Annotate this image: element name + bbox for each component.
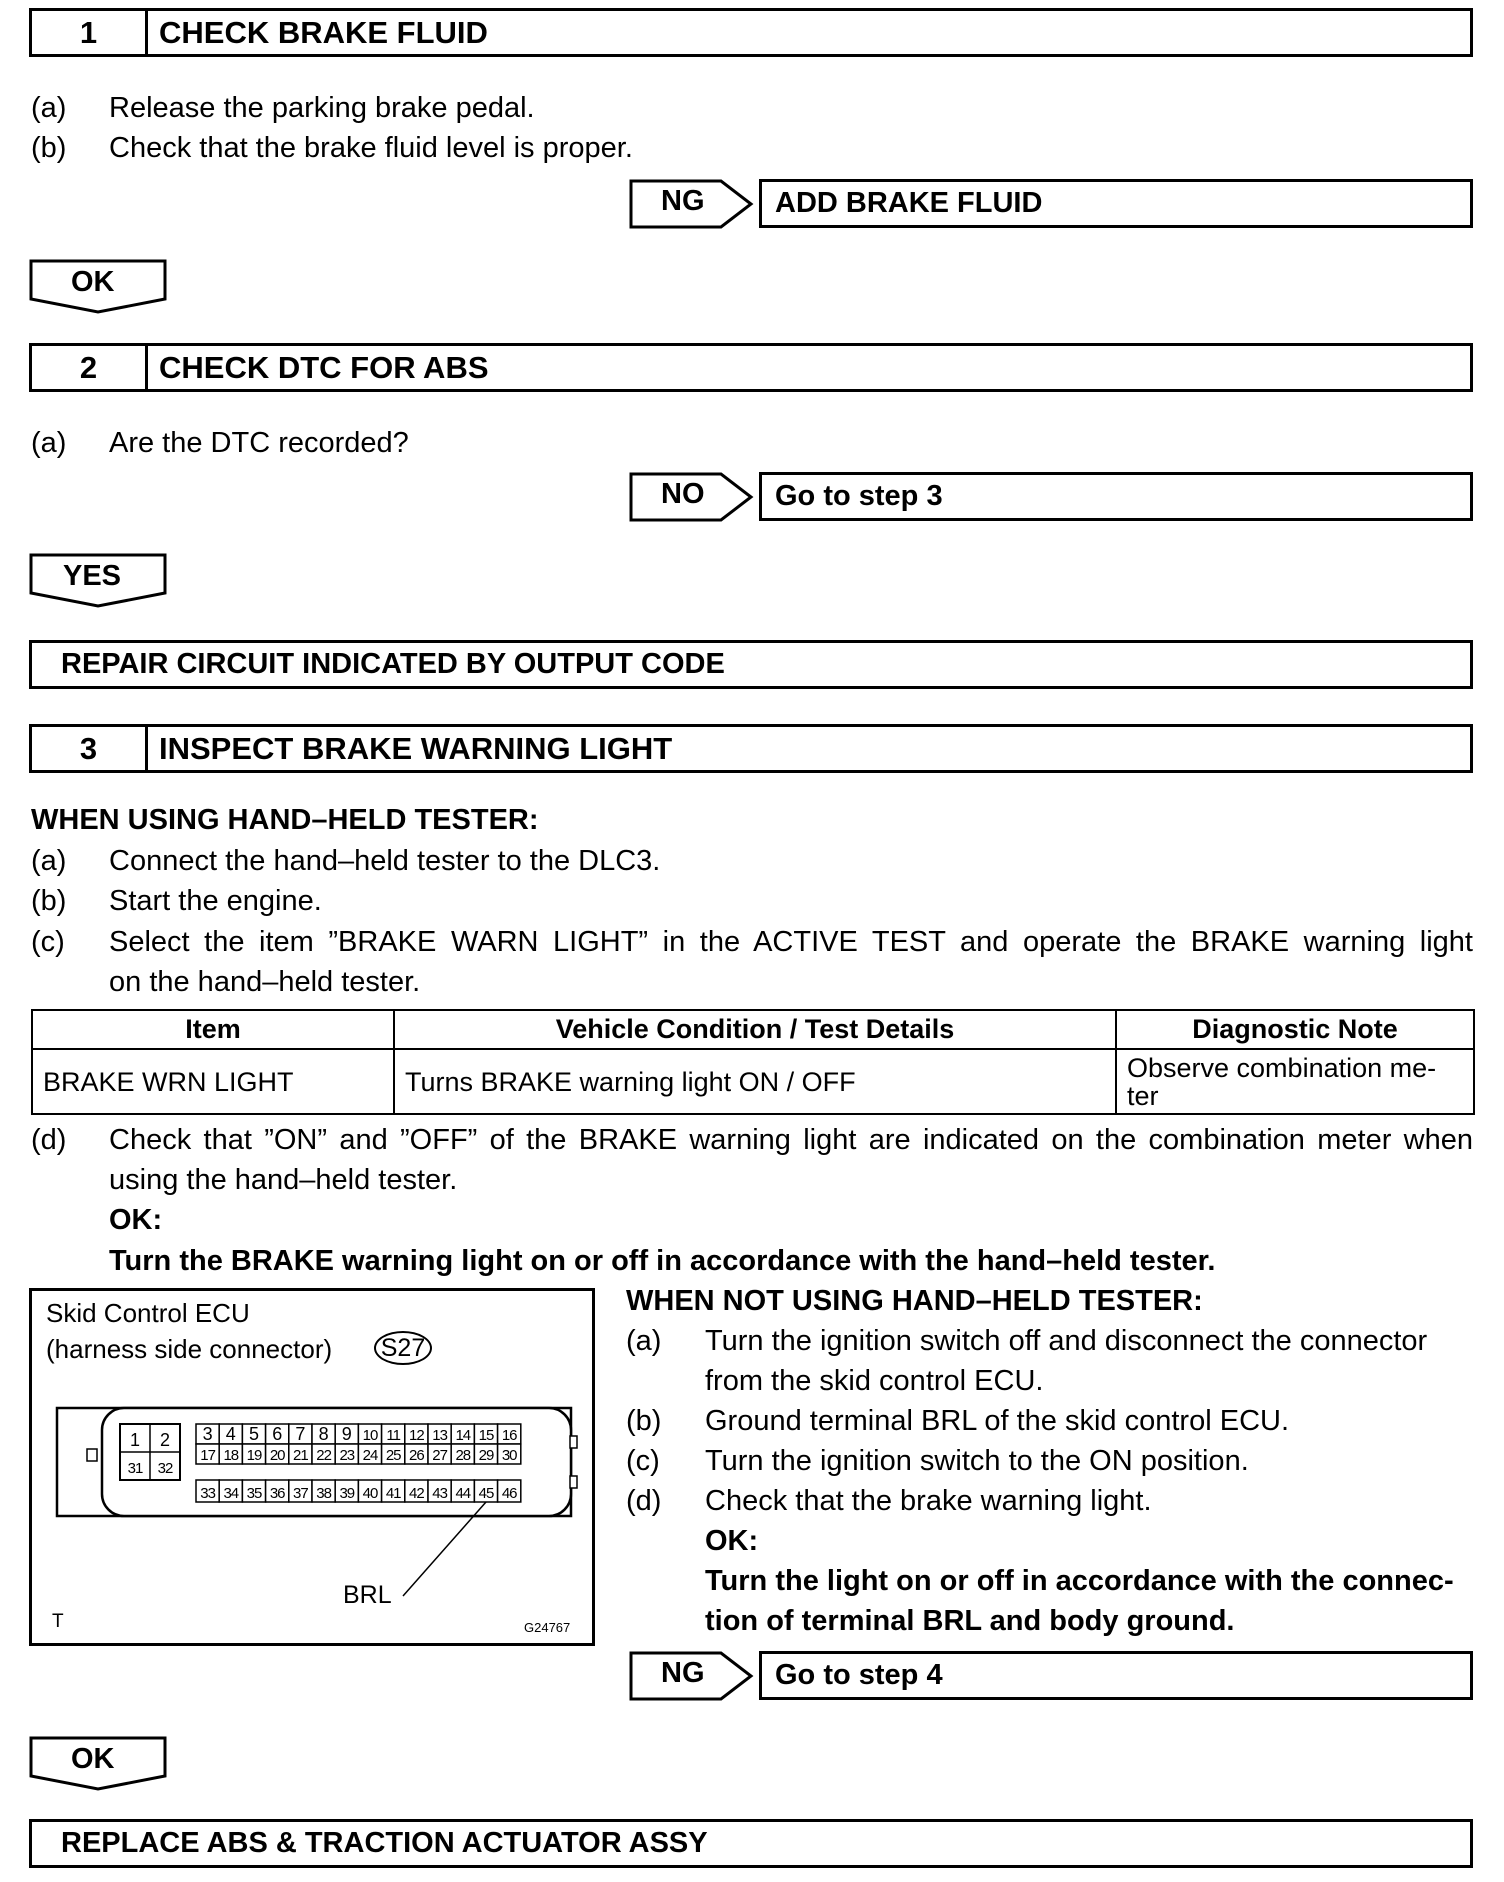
pin-label: 46 — [501, 1485, 517, 1502]
pin-label: 10 — [362, 1427, 378, 1444]
step-number: 3 — [32, 727, 148, 770]
item-text: Turn the ignition switch to the ON position. — [705, 1445, 1249, 1477]
pin-label: 43 — [432, 1485, 447, 1502]
item-label: (d) — [31, 1124, 67, 1156]
step-number: 2 — [32, 346, 148, 389]
item-text: Connect the hand–held tester to the DLC3. — [109, 845, 661, 877]
pin-label: 33 — [200, 1485, 215, 1502]
pin-grid — [196, 1424, 521, 1502]
pin-label: 45 — [478, 1485, 494, 1502]
pin-label: 22 — [316, 1447, 331, 1464]
item-text: Start the engine. — [109, 885, 322, 917]
pin-label: 26 — [409, 1447, 424, 1464]
item-label: (b) — [31, 885, 67, 917]
item-label: (a) — [31, 845, 67, 877]
repair-circuit-box: REPAIR CIRCUIT INDICATED BY OUTPUT CODE — [29, 640, 1473, 689]
ok-criteria: Turn the BRAKE warning light on or off in accordance with the hand–held tester. — [109, 1245, 1216, 1277]
no-label: NO — [661, 478, 705, 510]
step-2-header — [29, 343, 1473, 392]
pin-label: 17 — [200, 1447, 215, 1464]
tester-heading: WHEN USING HAND–HELD TESTER: — [31, 804, 539, 836]
ok-label: OK — [71, 266, 115, 298]
pin-label: 31 — [127, 1460, 143, 1477]
pin-label: 1 — [129, 1430, 141, 1450]
corner-mark: T — [52, 1611, 64, 1632]
step-title: INSPECT BRAKE WARNING LIGHT — [159, 731, 673, 766]
pin-label: 15 — [478, 1427, 494, 1444]
figure-subtitle: (harness side connector) — [46, 1334, 333, 1364]
pin-label: 12 — [409, 1427, 424, 1444]
note-line: ter — [1127, 1080, 1159, 1111]
ng-action-box: ADD BRAKE FLUID — [759, 179, 1473, 228]
table-cell: Turns BRAKE warning light ON / OFF — [394, 1049, 1116, 1114]
yes-label: YES — [63, 560, 122, 592]
pin-label: 36 — [269, 1485, 285, 1502]
pin-label: 34 — [223, 1485, 239, 1502]
pin-label: 3 — [202, 1424, 213, 1444]
item-text-continued: using the hand–held tester. — [109, 1164, 458, 1196]
pin-label: 32 — [157, 1460, 173, 1477]
pin-label: 11 — [386, 1427, 400, 1444]
item-label: (c) — [31, 926, 65, 958]
item-label: (b) — [626, 1405, 662, 1437]
ng-verdict — [629, 1651, 757, 1701]
replace-actuator-box: REPLACE ABS & TRACTION ACTUATOR ASSY — [29, 1819, 1473, 1868]
ng-label: NG — [661, 185, 705, 217]
terminal-brl-label: BRL — [343, 1581, 392, 1609]
step-title: CHECK BRAKE FLUID — [159, 15, 488, 50]
no-verdict — [629, 472, 757, 522]
item-label: (a) — [31, 427, 67, 459]
table-header: Vehicle Condition / Test Details — [394, 1010, 1116, 1049]
item-label: (a) — [626, 1325, 662, 1357]
pin-label: 39 — [339, 1485, 355, 1502]
pin-label: 18 — [223, 1447, 239, 1464]
step-title: CHECK DTC FOR ABS — [159, 350, 489, 385]
table-row — [32, 1049, 1474, 1114]
pin-label: 4 — [225, 1424, 236, 1444]
pin-label: 40 — [362, 1485, 378, 1502]
item-text-continued: on the hand–held tester. — [109, 966, 421, 998]
pin-label: 28 — [455, 1447, 471, 1464]
ok-verdict — [29, 259, 169, 315]
ok-label: OK — [71, 1743, 115, 1775]
item-text: Select the item ”BRAKE WARN LIGHT” in the ACTIVE TEST and operate the BRAKE warning light — [109, 926, 1473, 958]
ng-label: NG — [661, 1657, 705, 1689]
pin-label: 37 — [293, 1485, 308, 1502]
pin-label: 29 — [478, 1447, 494, 1464]
pin-label: 6 — [272, 1424, 283, 1444]
table-header-row — [32, 1010, 1474, 1049]
pin-label: 14 — [455, 1427, 471, 1444]
figure-id: G24767 — [524, 1620, 571, 1635]
pin-label: 8 — [318, 1424, 329, 1444]
step-3-header — [29, 724, 1473, 773]
yes-verdict — [29, 553, 169, 609]
pin-label: 16 — [501, 1427, 517, 1444]
pin-label: 21 — [293, 1447, 308, 1464]
pin-label: 25 — [385, 1447, 401, 1464]
note-line: Observe combination me- — [1127, 1052, 1437, 1083]
item-text-continued: from the skid control ECU. — [705, 1365, 1044, 1397]
pin-label: 30 — [501, 1447, 517, 1464]
no-tester-heading: WHEN NOT USING HAND–HELD TESTER: — [626, 1285, 1203, 1317]
no-action-box: Go to step 3 — [759, 472, 1473, 521]
pin-label: 2 — [159, 1430, 171, 1450]
item-label: (a) — [31, 92, 67, 124]
ok-heading: OK: — [705, 1525, 759, 1557]
pin-label: 24 — [362, 1447, 378, 1464]
item-label: (d) — [626, 1485, 662, 1517]
item-text: Release the parking brake pedal. — [109, 92, 535, 124]
pin-label: 19 — [246, 1447, 262, 1464]
ecu-connector-figure — [29, 1288, 595, 1646]
table-header: Diagnostic Note — [1116, 1010, 1474, 1049]
item-label: (c) — [626, 1445, 660, 1477]
table-cell: BRAKE WRN LIGHT — [32, 1049, 394, 1114]
pin-label: 20 — [269, 1447, 285, 1464]
connector-code-badge: S27 — [374, 1331, 432, 1365]
ok-criteria: Turn the light on or off in accordance with the connec- — [705, 1565, 1454, 1597]
pin-label: 38 — [316, 1485, 331, 1502]
item-text: Ground terminal BRL of the skid control ECU. — [705, 1405, 1290, 1437]
step-number: 1 — [32, 11, 148, 54]
pin-label: 41 — [385, 1485, 401, 1502]
item-text: Check that the brake fluid level is proper. — [109, 132, 633, 164]
pin-label: 27 — [432, 1447, 447, 1464]
pin-label: 35 — [246, 1485, 262, 1502]
pin-label: 13 — [432, 1427, 447, 1444]
table-header: Item — [32, 1010, 394, 1049]
ok-criteria-continued: tion of terminal BRL and body ground. — [705, 1605, 1235, 1637]
step-1-header — [29, 8, 1473, 57]
pin-label: 42 — [409, 1485, 424, 1502]
active-test-table — [31, 1009, 1475, 1115]
item-text: Check that the brake warning light. — [705, 1485, 1152, 1517]
pin-label: 23 — [339, 1447, 355, 1464]
item-text: Are the DTC recorded? — [109, 427, 409, 459]
ng-verdict — [629, 179, 757, 229]
pin-label: 5 — [248, 1424, 260, 1444]
pin-label: 7 — [295, 1424, 306, 1444]
item-label: (b) — [31, 132, 67, 164]
figure-title: Skid Control ECU — [46, 1298, 250, 1328]
item-text: Check that ”ON” and ”OFF” of the BRAKE warning light are indicated on the combination meter when — [109, 1124, 1473, 1156]
item-text: Turn the ignition switch off and disconnect the connector — [705, 1325, 1428, 1357]
pin-label: 9 — [341, 1424, 352, 1444]
ng-action-box: Go to step 4 — [759, 1651, 1473, 1700]
ok-heading: OK: — [109, 1204, 163, 1236]
ok-verdict — [29, 1736, 169, 1792]
table-cell-note — [1116, 1049, 1474, 1114]
pin-label: 44 — [455, 1485, 471, 1502]
